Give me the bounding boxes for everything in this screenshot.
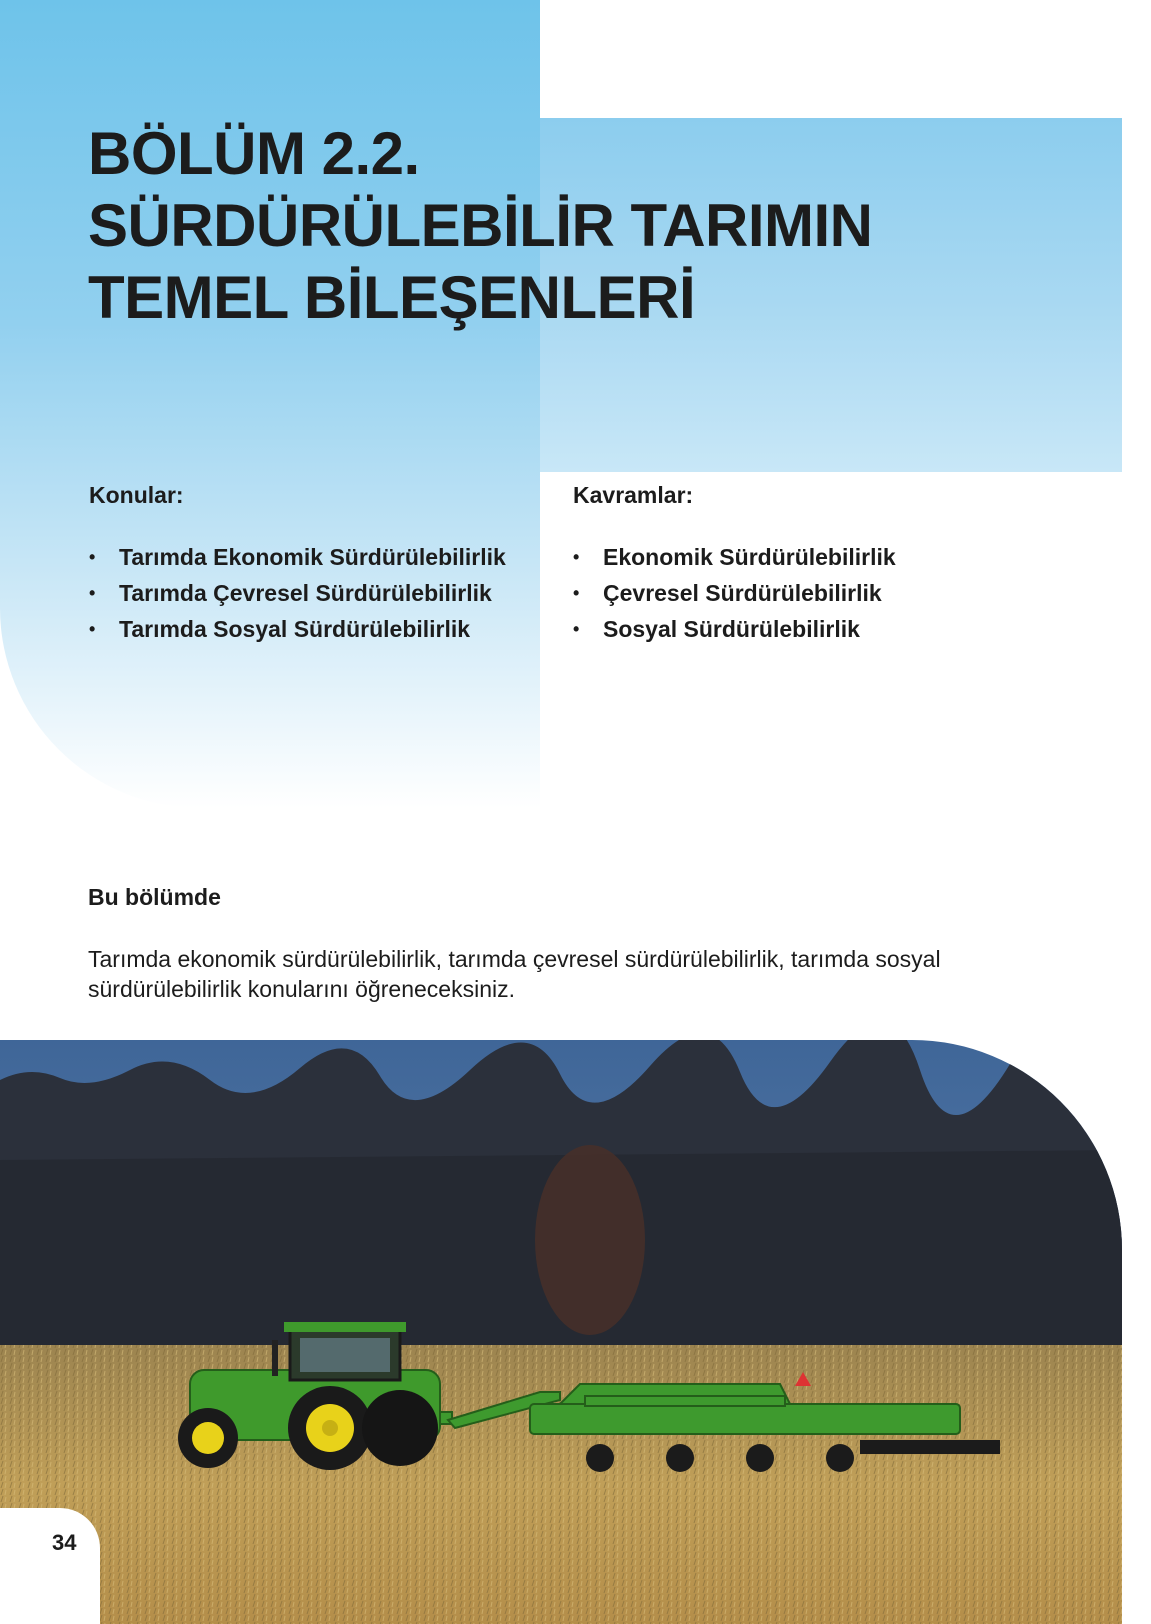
concepts-list — [573, 539, 896, 647]
topics-section — [89, 482, 506, 647]
list-item: • Tarımda Çevresel Sürdürülebilirlik — [89, 575, 506, 611]
concepts-section — [573, 482, 896, 647]
tractor-field-photo — [0, 1040, 1122, 1624]
topics-list — [89, 539, 506, 647]
topics-heading: Konular: — [89, 482, 184, 508]
page-number: 34 — [52, 1530, 77, 1555]
intro-text: Tarımda ekonomik sürdürülebilirlik, tarımda çevresel sürdürülebilirlik, tarımda sosyal sürdürülebilirlik konularını öğreneceksiniz. — [88, 946, 941, 1002]
list-item: • Sosyal Sürdürülebilirlik — [573, 611, 896, 647]
list-item: • Tarımda Ekonomik Sürdürülebilirlik — [89, 539, 506, 575]
list-item: • Tarımda Sosyal Sürdürülebilirlik — [89, 611, 506, 647]
chapter-title-line: TEMEL BİLEŞENLERİ — [88, 264, 696, 331]
page-number-tab — [0, 1508, 100, 1624]
concepts-heading: Kavramlar: — [573, 482, 694, 508]
chapter-title-line: SÜRDÜRÜLEBİLİR TARIMIN — [88, 192, 873, 259]
list-item: • Ekonomik Sürdürülebilirlik — [573, 539, 896, 575]
chapter-title-line: BÖLÜM 2.2. — [88, 120, 420, 187]
list-item: • Çevresel Sürdürülebilirlik — [573, 575, 896, 611]
intro-heading: Bu bölümde — [88, 884, 221, 910]
chapter-title — [88, 118, 873, 334]
